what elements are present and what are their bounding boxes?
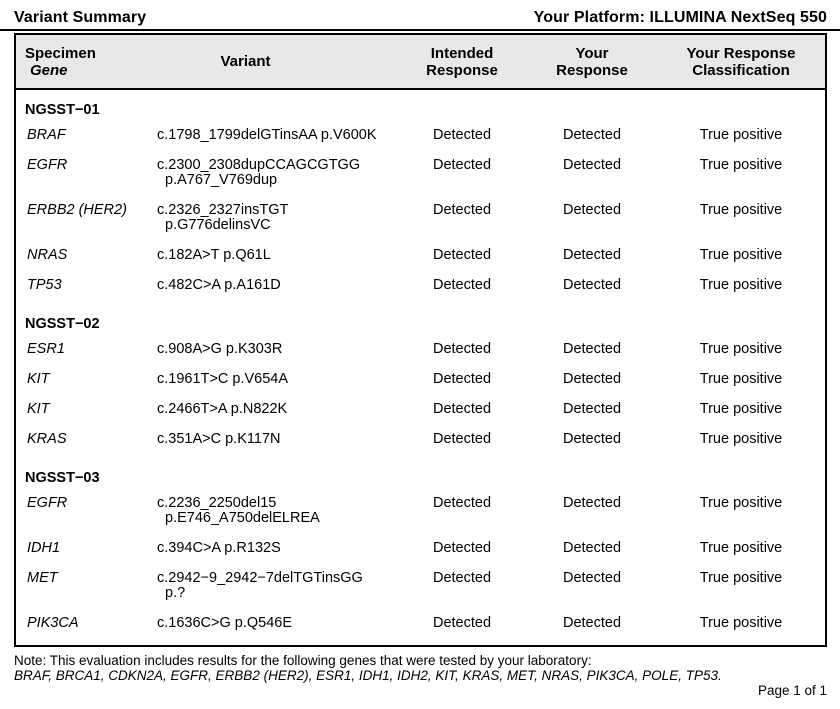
report-header <box>0 0 840 27</box>
title-rule <box>0 29 840 31</box>
specimen-section-label: NGSST−02 <box>25 316 100 332</box>
variant-line: c.394C>A p.R132S <box>157 540 281 556</box>
response-classification-cell: True positive <box>699 570 783 586</box>
gene-cell: PIK3CA <box>27 615 79 631</box>
variant-cell <box>152 158 397 188</box>
variant-line: p.A767_V769dup <box>165 172 278 188</box>
your-response-cell: Detected <box>562 431 622 447</box>
gene-cell: KRAS <box>27 431 67 447</box>
variant-cell <box>152 203 397 233</box>
intended-response-cell: Detected <box>432 127 492 143</box>
variant-line: c.2236_2250del15 <box>157 495 277 511</box>
variant-cell <box>152 342 397 357</box>
variant-line: c.2942−9_2942−7delTGTinsGG <box>157 570 363 586</box>
your-response-cell: Detected <box>562 615 622 631</box>
gene-cell: ERBB2 (HER2) <box>27 202 127 218</box>
variant-line: c.1636C>G p.Q546E <box>157 615 293 631</box>
table-row <box>16 616 825 631</box>
your-response-cell: Detected <box>562 341 622 357</box>
response-classification-cell: True positive <box>699 371 783 387</box>
your-response-cell: Detected <box>562 157 622 173</box>
variant-line: c.2466T>A p.N822K <box>157 401 288 417</box>
response-classification-cell: True positive <box>699 127 783 143</box>
variant-cell <box>152 541 397 556</box>
column-header-specimen-gene <box>16 45 152 79</box>
response-classification-cell: True positive <box>699 540 783 556</box>
gene-cell: KIT <box>27 401 50 417</box>
your-response-cell: Detected <box>562 570 622 586</box>
table-row <box>16 342 825 357</box>
response-classification-cell: True positive <box>699 431 783 447</box>
gene-cell: IDH1 <box>27 540 61 556</box>
variant-line: p.G776delinsVC <box>165 217 271 233</box>
column-header-intended-line2: Response <box>426 61 498 79</box>
variant-cell <box>152 616 397 631</box>
your-response-cell: Detected <box>562 495 622 511</box>
table-row <box>16 432 825 447</box>
variant-cell <box>152 402 397 417</box>
intended-response-cell: Detected <box>432 401 492 417</box>
variant-cell <box>152 496 397 526</box>
variant-cell <box>152 571 397 601</box>
your-response-cell: Detected <box>562 202 622 218</box>
your-response-cell: Detected <box>562 371 622 387</box>
intended-response-cell: Detected <box>432 570 492 586</box>
variant-line: c.1961T>C p.V654A <box>157 371 288 387</box>
table-row <box>16 278 825 293</box>
column-header-intended-response <box>397 45 527 79</box>
response-classification-cell: True positive <box>699 495 783 511</box>
response-classification-cell: True positive <box>699 157 783 173</box>
gene-cell: TP53 <box>27 277 62 293</box>
table-row <box>16 541 825 556</box>
intended-response-cell: Detected <box>432 431 492 447</box>
platform-label: Your Platform: ILLUMINA NextSeq 550 <box>533 9 827 26</box>
intended-response-cell: Detected <box>432 247 492 263</box>
response-classification-cell: True positive <box>699 401 783 417</box>
gene-cell: EGFR <box>27 495 68 511</box>
specimen-section-label: NGSST−01 <box>25 102 100 118</box>
footnote-text: Note: This evaluation includes results for the following genes that were tested by your laboratory: <box>14 653 592 668</box>
table-row <box>16 372 825 387</box>
gene-cell: ESR1 <box>27 341 65 357</box>
intended-response-cell: Detected <box>432 371 492 387</box>
variant-summary-table <box>14 33 827 647</box>
column-header-specimen: Specimen <box>25 44 96 62</box>
variant-cell <box>152 372 397 387</box>
variant-line: c.351A>C p.K117N <box>157 431 281 447</box>
intended-response-cell: Detected <box>432 277 492 293</box>
variant-line: c.182A>T p.Q61L <box>157 247 271 263</box>
your-response-cell: Detected <box>562 277 622 293</box>
gene-cell: MET <box>27 570 58 586</box>
footnote <box>14 653 826 683</box>
variant-line: c.1798_1799delGTinsAA p.V600K <box>157 127 377 143</box>
page-title: Variant Summary <box>14 9 147 26</box>
table-row <box>16 248 825 263</box>
response-classification-cell: True positive <box>699 615 783 631</box>
gene-cell: EGFR <box>27 157 68 173</box>
table-row <box>16 571 825 601</box>
gene-cell: BRAF <box>27 127 66 143</box>
column-header-classification-line1: Your Response <box>686 44 796 62</box>
your-response-cell: Detected <box>562 540 622 556</box>
table-row <box>16 203 825 233</box>
variant-line: c.908A>G p.K303R <box>157 341 283 357</box>
column-header-your-line1: Your <box>575 44 609 62</box>
column-header-variant: Variant <box>220 53 271 70</box>
variant-line: p.E746_A750delELREA <box>165 510 320 526</box>
your-response-cell: Detected <box>562 127 622 143</box>
variant-cell <box>152 278 397 293</box>
variant-cell <box>152 128 397 143</box>
response-classification-cell: True positive <box>699 341 783 357</box>
table-row <box>16 402 825 417</box>
gene-cell: NRAS <box>27 247 68 263</box>
response-classification-cell: True positive <box>699 202 783 218</box>
variant-cell <box>152 432 397 447</box>
page-number: Page 1 of 1 <box>757 683 827 698</box>
intended-response-cell: Detected <box>432 615 492 631</box>
column-header-classification-line2: Classification <box>692 61 790 79</box>
intended-response-cell: Detected <box>432 495 492 511</box>
intended-response-cell: Detected <box>432 341 492 357</box>
your-response-cell: Detected <box>562 247 622 263</box>
column-header-intended-line1: Intended <box>430 44 494 62</box>
variant-line: c.2300_2308dupCCAGCGTGG <box>157 157 361 173</box>
column-header-gene: Gene <box>30 61 68 79</box>
intended-response-cell: Detected <box>432 540 492 556</box>
your-response-cell: Detected <box>562 401 622 417</box>
response-classification-cell: True positive <box>699 277 783 293</box>
variant-line: c.482C>A p.A161D <box>157 277 281 293</box>
table-row <box>16 496 825 526</box>
table-body <box>16 103 825 645</box>
variant-line: p.? <box>165 585 186 601</box>
variant-line: c.2326_2327insTGT <box>157 202 289 218</box>
intended-response-cell: Detected <box>432 202 492 218</box>
column-header-your-line2: Response <box>556 61 628 79</box>
gene-cell: KIT <box>27 371 50 387</box>
intended-response-cell: Detected <box>432 157 492 173</box>
table-header-row <box>16 35 825 90</box>
footnote-gene-list: BRAF, BRCA1, CDKN2A, EGFR, ERBB2 (HER2), ESR1, IDH1, IDH2, KIT, KRAS, MET, NRAS, PIK3CA, POLE, TP53. <box>14 668 722 683</box>
response-classification-cell: True positive <box>699 247 783 263</box>
column-header-your-response <box>527 45 657 79</box>
table-row <box>16 158 825 188</box>
column-header-response-classification <box>657 45 825 79</box>
table-row <box>16 128 825 143</box>
specimen-section-label: NGSST−03 <box>25 470 100 486</box>
variant-cell <box>152 248 397 263</box>
